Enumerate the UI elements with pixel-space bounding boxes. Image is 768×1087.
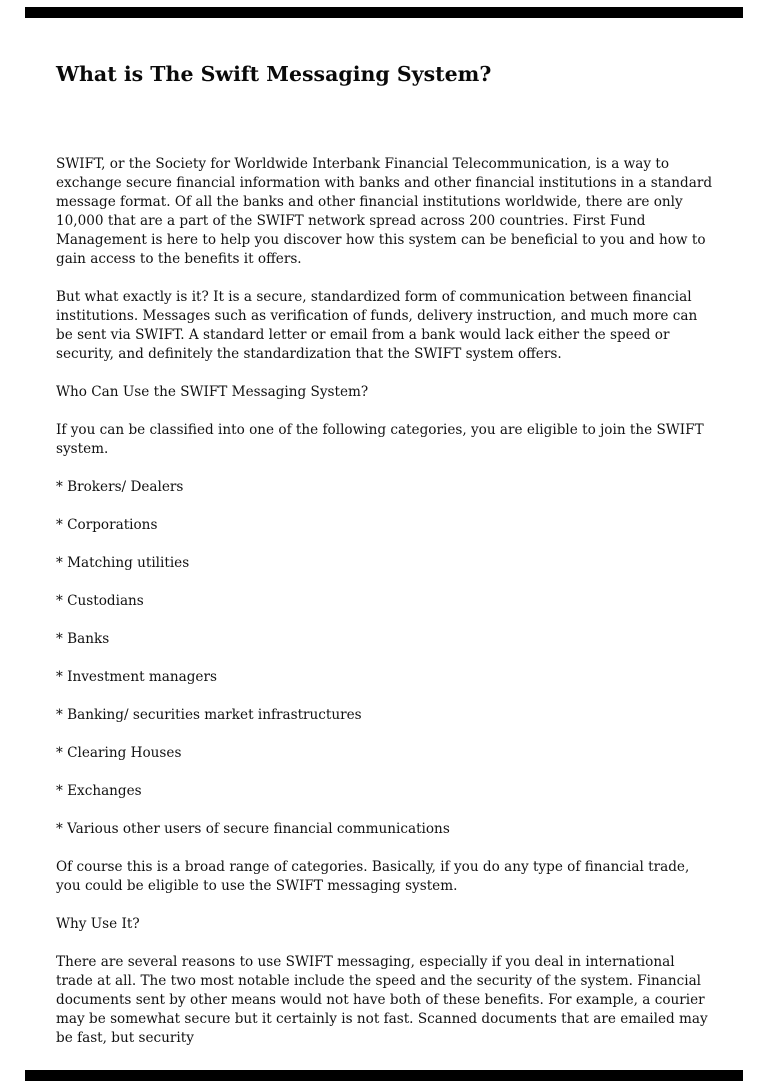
document-body bbox=[56, 0, 714, 1067]
bottom-border-bar bbox=[25, 1070, 743, 1081]
category-item: * Matching utilities bbox=[56, 554, 190, 571]
category-item: * Exchanges bbox=[56, 782, 142, 799]
document-title: What is The Swift Messaging System? bbox=[56, 62, 492, 86]
category-item: * Banking/ securities market infrastructures bbox=[56, 706, 362, 723]
heading-who-can-use: Who Can Use the SWIFT Messaging System? bbox=[56, 383, 369, 400]
category-item: * Corporations bbox=[56, 516, 158, 533]
category-item: * Brokers/ Dealers bbox=[56, 478, 184, 495]
paragraph-why-use: There are several reasons to use SWIFT messaging, especially if you deal in international trade at all. The two most notable include the speed and the security of the system. Financial documents sent by other means would not have both of these benefits. For example, a courier may be somewhat secure but it certainly is not fast. Scanned documents that are emailed may be fast, but security bbox=[56, 953, 708, 1046]
category-item: * Custodians bbox=[56, 592, 144, 609]
category-item: * Investment managers bbox=[56, 668, 217, 685]
category-item: * Various other users of secure financial communications bbox=[56, 820, 450, 837]
paragraph-broad-range: Of course this is a broad range of categories. Basically, if you do any type of financial trade, you could be eligible to use the SWIFT messaging system. bbox=[56, 858, 690, 894]
paragraph-eligibility: If you can be classified into one of the following categories, you are eligible to join the SWIFT system. bbox=[56, 421, 704, 457]
category-item: * Clearing Houses bbox=[56, 744, 182, 761]
paragraph-intro: SWIFT, or the Society for Worldwide Interbank Financial Telecommunication, is a way to exchange secure financial information with banks and other financial institutions in a standard message format. Of all the banks and other financial institutions worldwide, there are only 10,000 that are a part of the SWIFT network spread across 200 countries. First Fund Management is here to help you discover how this system can be beneficial to you and how to gain access to the benefits it offers. bbox=[56, 155, 713, 267]
paragraph-what-is-it: But what exactly is it? It is a secure, standardized form of communication between financial institutions. Messages such as verification of funds, delivery instruction, and much more can be sent via SWIFT. A standard letter or email from a bank would lack either the speed or security, and definitely the standardization that the SWIFT system offers. bbox=[56, 288, 698, 362]
heading-why-use-it: Why Use It? bbox=[56, 915, 140, 932]
category-item: * Banks bbox=[56, 630, 110, 647]
